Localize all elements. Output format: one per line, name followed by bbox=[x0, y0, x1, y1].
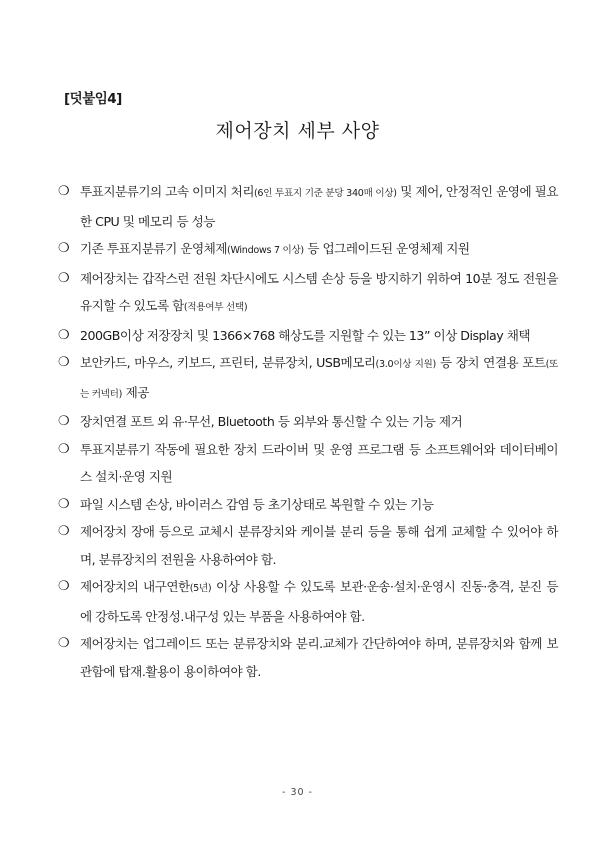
spec-item bbox=[58, 322, 558, 350]
spec-item bbox=[58, 235, 558, 265]
spec-item-text: 장치연결 포트 외 유·무선, Bluetooth 등 외부와 통신할 수 있는 기능 제거 bbox=[80, 414, 463, 429]
bullet-circle-icon: ❍ bbox=[58, 524, 70, 539]
spec-item-note: (또는 커넥터) bbox=[80, 359, 558, 400]
bullet-circle-icon: ❍ bbox=[58, 355, 70, 370]
bullet-circle-icon: ❍ bbox=[58, 441, 70, 457]
bullet-circle-icon: ❍ bbox=[58, 636, 70, 651]
bullet-circle-icon: ❍ bbox=[58, 579, 70, 594]
attachment-label: [덧붙임4] bbox=[64, 91, 122, 107]
spec-item bbox=[58, 630, 558, 685]
spec-item-list bbox=[58, 178, 558, 685]
spec-item-note: (3.0이상 지원) bbox=[375, 359, 436, 370]
spec-item-note: (적용여부 선택) bbox=[183, 302, 248, 313]
spec-item-note: (6인 투표지 기준 분당 340매 이상) bbox=[253, 188, 397, 199]
spec-item-text: 등 장치 연결용 포트 bbox=[435, 355, 546, 370]
document-title: 제어장치 세부 사양 bbox=[215, 120, 380, 142]
bullet-circle-icon: ❍ bbox=[58, 327, 70, 343]
spec-item bbox=[58, 408, 558, 436]
spec-item-text: 이상 사용할 수 있도록 보관·운송·설치·운영시 진동·충격, 분진 등에 강하도록 안정성.내구성 있는 부품을 사용하여야 함. bbox=[80, 579, 558, 624]
spec-item bbox=[58, 518, 558, 573]
spec-item-text: 제어장치는 업그레이드 또는 분류장치와 분리.교체가 간단하여야 하며, 분류장치와 함께 보관함에 탑재.활용이 용이하여야 함. bbox=[80, 636, 558, 679]
bullet-circle-icon: ❍ bbox=[58, 241, 70, 256]
spec-item-text: 및 제어, 안정적인 운영에 필요한 CPU 및 메모리 등 성능 bbox=[80, 184, 558, 229]
spec-item bbox=[58, 491, 558, 519]
spec-item bbox=[58, 436, 558, 491]
spec-item-text: 제어장치는 갑작스런 전원 차단시에도 시스템 손상 등을 방지하기 위하여 10분 정도 전원을 유지할 수 있도록 함 bbox=[80, 270, 558, 313]
spec-item bbox=[58, 573, 558, 630]
spec-item-text: 기존 투표지분류기 운영체제 bbox=[80, 241, 227, 256]
spec-item-note: (Windows 7 이상) bbox=[227, 245, 304, 256]
spec-item-text: 제공 bbox=[122, 384, 149, 400]
spec-item-text: 제어장치 장애 등으로 교체시 분류장치와 케이블 분리 등을 통해 쉽게 교체할 수 있어야 하며, 분류장치의 전원을 사용하여야 함. bbox=[80, 524, 558, 567]
spec-item-text: 등 업그레이드된 운영체제 지원 bbox=[303, 241, 470, 256]
spec-item-text: 파일 시스템 손상, 바이러스 감염 등 초기상태로 복원할 수 있는 기능 bbox=[80, 496, 434, 512]
spec-item bbox=[58, 178, 558, 235]
spec-item-text: 투표지분류기 작동에 필요한 장치 드라이버 및 운영 프로그램 등 소프트웨어와 데이터베이스 설치·운영 지원 bbox=[80, 441, 558, 484]
spec-item-text: 투표지분류기의 고속 이미지 처리 bbox=[80, 184, 254, 199]
page-number: - 30 - bbox=[282, 787, 313, 798]
spec-item bbox=[58, 265, 558, 322]
spec-item-text: 200GB이상 저장장치 및 1366×768 해상도를 지원할 수 있는 13” 이상 Display 채택 bbox=[80, 327, 531, 343]
spec-item-text: 제어장치의 내구연한 bbox=[80, 579, 190, 594]
bullet-circle-icon: ❍ bbox=[58, 270, 70, 286]
spec-item-note: (5년) bbox=[189, 583, 212, 594]
bullet-circle-icon: ❍ bbox=[58, 496, 70, 512]
bullet-circle-icon: ❍ bbox=[58, 184, 70, 199]
bullet-circle-icon: ❍ bbox=[58, 414, 70, 429]
spec-item-text: 보안카드, 마우스, 키보드, 프린터, 분류장치, USB메모리 bbox=[80, 355, 376, 370]
spec-item bbox=[58, 349, 558, 408]
